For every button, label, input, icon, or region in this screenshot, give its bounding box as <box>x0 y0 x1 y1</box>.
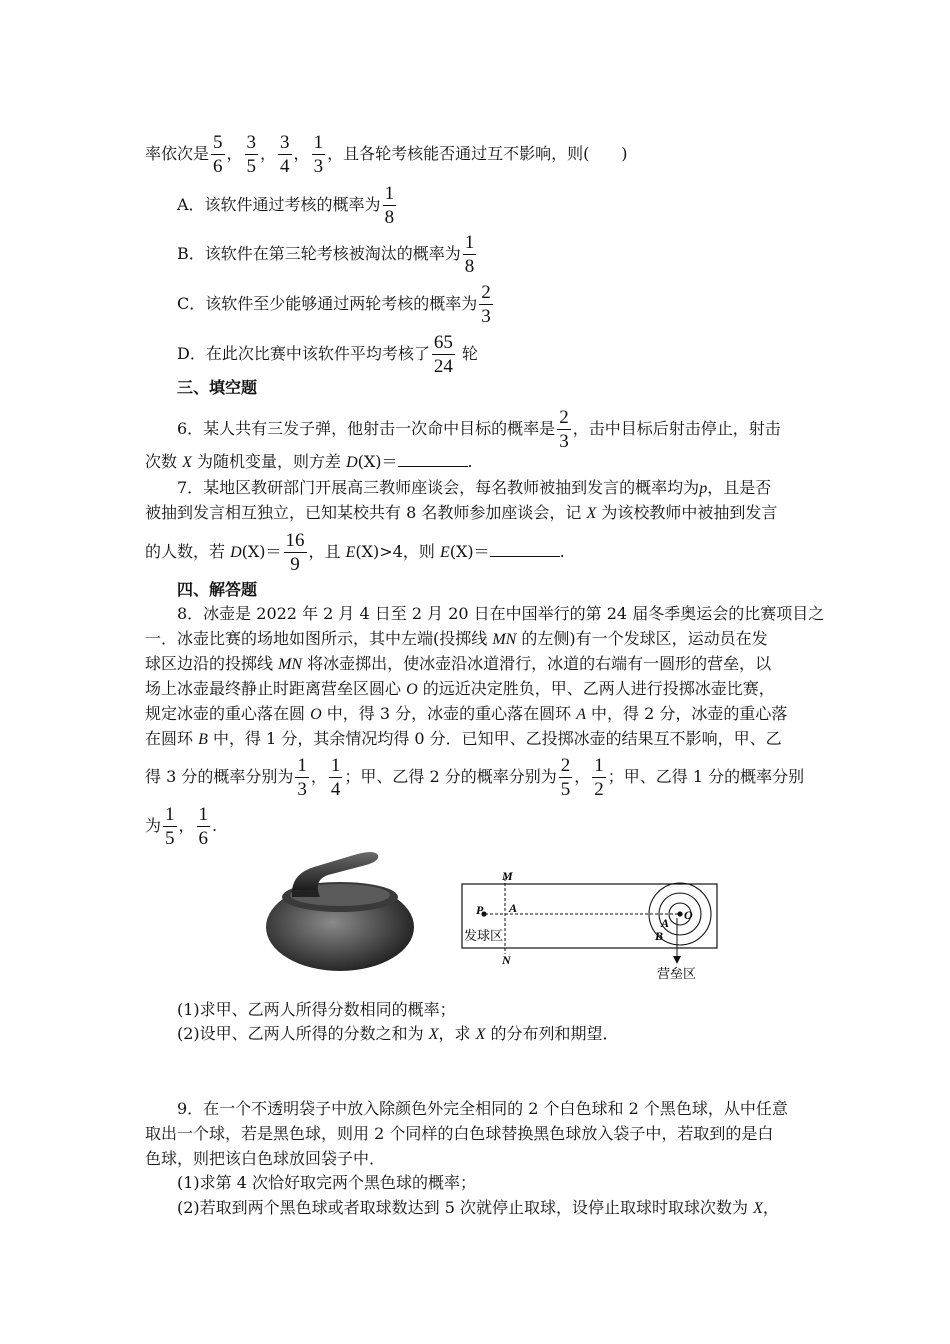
label-n: N <box>502 953 511 967</box>
q7-line-1: 7．某地区教研部门开展高三教师座谈会，每名教师被抽到发言的概率均为p，且是否 <box>177 478 772 497</box>
q5-stem-line: 率依次是 $\frac{5}{6}$ ， $\frac{3}{5}$ ， $\frac{3}{4}$ ， $\frac{1}{3}$ ，且各轮考核能否通过互不影响，则( ) <box>145 132 628 177</box>
label-m: M <box>502 869 513 883</box>
label-a-ring: A <box>661 916 670 930</box>
section-heading-fill-blank: 三、填空题 <box>177 378 258 397</box>
answer-blank[interactable] <box>490 540 560 557</box>
label-p: P <box>476 903 484 917</box>
label-serve-area: 发球区 <box>464 929 504 944</box>
curling-stone-image <box>262 845 422 975</box>
q5-option-a: A．该软件通过考核的概率为 $\frac{1}{8}$ <box>177 183 395 228</box>
label-a-line: A <box>509 901 518 915</box>
fraction: $\frac{1}{8}$ <box>464 232 475 277</box>
q7-line-3: 的人数，若 D(X)＝ $\frac{16}{9}$ ，且 E(X)>4，则 E(X)＝ . <box>145 530 565 575</box>
fraction: $\frac{1}{2}$ <box>594 755 604 800</box>
fraction: $\frac{1}{6}$ <box>198 804 209 849</box>
fraction: $\frac{2}{3}$ <box>481 282 491 327</box>
q9-sub-1: (1)求第 4 次恰好取完两个黑色球的概率； <box>177 1173 477 1192</box>
point-o <box>677 911 682 916</box>
answer-blank[interactable] <box>398 450 468 467</box>
q5-option-b: B．该软件在第三轮考核被淘汰的概率为 $\frac{1}{8}$ <box>177 232 475 277</box>
fraction: $\frac{5}{6}$ <box>213 132 223 177</box>
fraction: $\frac{16}{9}$ <box>285 530 305 575</box>
q9-line-1: 9．在一个不透明袋子中放入除颜色外完全相同的 2 个白色球和 2 个黑色球，从中任意 <box>177 1099 788 1118</box>
fraction: $\frac{2}{5}$ <box>560 755 571 800</box>
q7-line-2: 被抽到发言相互独立，已知某校共有 8 名教师参加座谈会，记 X 为该校教师中被抽到发言 <box>145 503 778 522</box>
house-pointer-arrow <box>673 956 681 964</box>
q5-option-c: C．该软件至少能够通过两轮考核的概率为 $\frac{2}{3}$ <box>177 282 491 327</box>
q9-line-2: 取出一个球，若是黑色球，则用 2 个同样的白色球替换黑色球放入袋子中，若取到的是白 <box>145 1124 774 1143</box>
fraction: $\frac{3}{5}$ <box>246 132 257 177</box>
fraction: $\frac{3}{4}$ <box>280 132 290 177</box>
curling-sheet-diagram <box>455 868 725 988</box>
fraction: $\frac{1}{4}$ <box>330 755 341 800</box>
q8-sub-1: (1)求甲、乙两人所得分数相同的概率； <box>177 1000 456 1019</box>
q8-line-8: 为 $\frac{1}{5}$ ， $\frac{1}{6}$ . <box>145 804 218 849</box>
q8-line-5: 规定冰壶的重心落在圆 O 中，得 3 分，冰壶的重心落在圆环 A 中，得 2 分，冰壶的重心落 <box>145 704 788 723</box>
q9-sub-2: (2)若取到两个黑色球或者取球数达到 5 次就停止取球，设停止取球时取球次数为 X， <box>177 1198 779 1217</box>
section-heading-solve: 四、解答题 <box>177 580 258 599</box>
fraction: $\frac{1}{3}$ <box>313 132 324 177</box>
fraction: $\frac{2}{3}$ <box>559 407 569 452</box>
q8-sub-2: (2)设甲、乙两人所得的分数之和为 X，求 X 的分布列和期望． <box>177 1024 619 1043</box>
q6-line-2: 次数 X 为随机变量，则方差 D(X)＝ . <box>145 452 473 471</box>
q8-line-6: 在圆环 B 中，得 1 分，其余情况均得 0 分．已知甲、乙投掷冰壶的结果互不影响，甲、乙 <box>145 729 782 748</box>
q8-line-2: 一．冰壶比赛的场地如图所示，其中左端(投掷线 MN 的左侧)有一个发球区，运动员在发 <box>145 629 768 648</box>
fraction: $\frac{1}{5}$ <box>165 804 175 849</box>
fraction: $\frac{1}{8}$ <box>384 183 395 228</box>
q8-line-4: 场上冰壶最终静止时距离营垒区圆心 O 的远近决定胜负，甲、乙两人进行投掷冰壶比赛， <box>145 679 775 698</box>
q9-line-3: 色球，则把该白色球放回袋子中． <box>145 1149 386 1168</box>
fraction: $\frac{65}{24}$ <box>433 332 453 377</box>
q8-line-1: 8．冰壶是 2022 年 2 月 4 日至 2 月 20 日在中国举行的第 24 届冬季奥运会的比赛项目之 <box>177 604 825 623</box>
label-o: O <box>684 908 693 922</box>
q8-line-7: 得 3 分的概率分别为 $\frac{1}{3}$ ， $\frac{1}{4}$ ；甲、乙得 2 分的概率分别为 $\frac{2}{5}$ ， $\frac{1}{2}$ ；甲、乙得 1 分的概率分别 <box>145 755 805 800</box>
fraction: $\frac{1}{3}$ <box>297 755 307 800</box>
q6-line-1: 6．某人共有三发子弹，他射击一次命中目标的概率是 $\frac{2}{3}$ ，击中目标后射击停止，射击 <box>177 407 781 452</box>
label-b-ring: B <box>655 929 664 943</box>
q8-line-3: 球区边沿的投掷线 MN 将冰壶掷出，使冰壶沿冰道滑行，冰道的右端有一圆形的营垒，以 <box>145 654 772 673</box>
label-house: 营垒区 <box>657 967 697 982</box>
q5-option-d: D．在此次比赛中该软件平均考核了 $\frac{65}{24}$ 轮 <box>177 332 478 377</box>
